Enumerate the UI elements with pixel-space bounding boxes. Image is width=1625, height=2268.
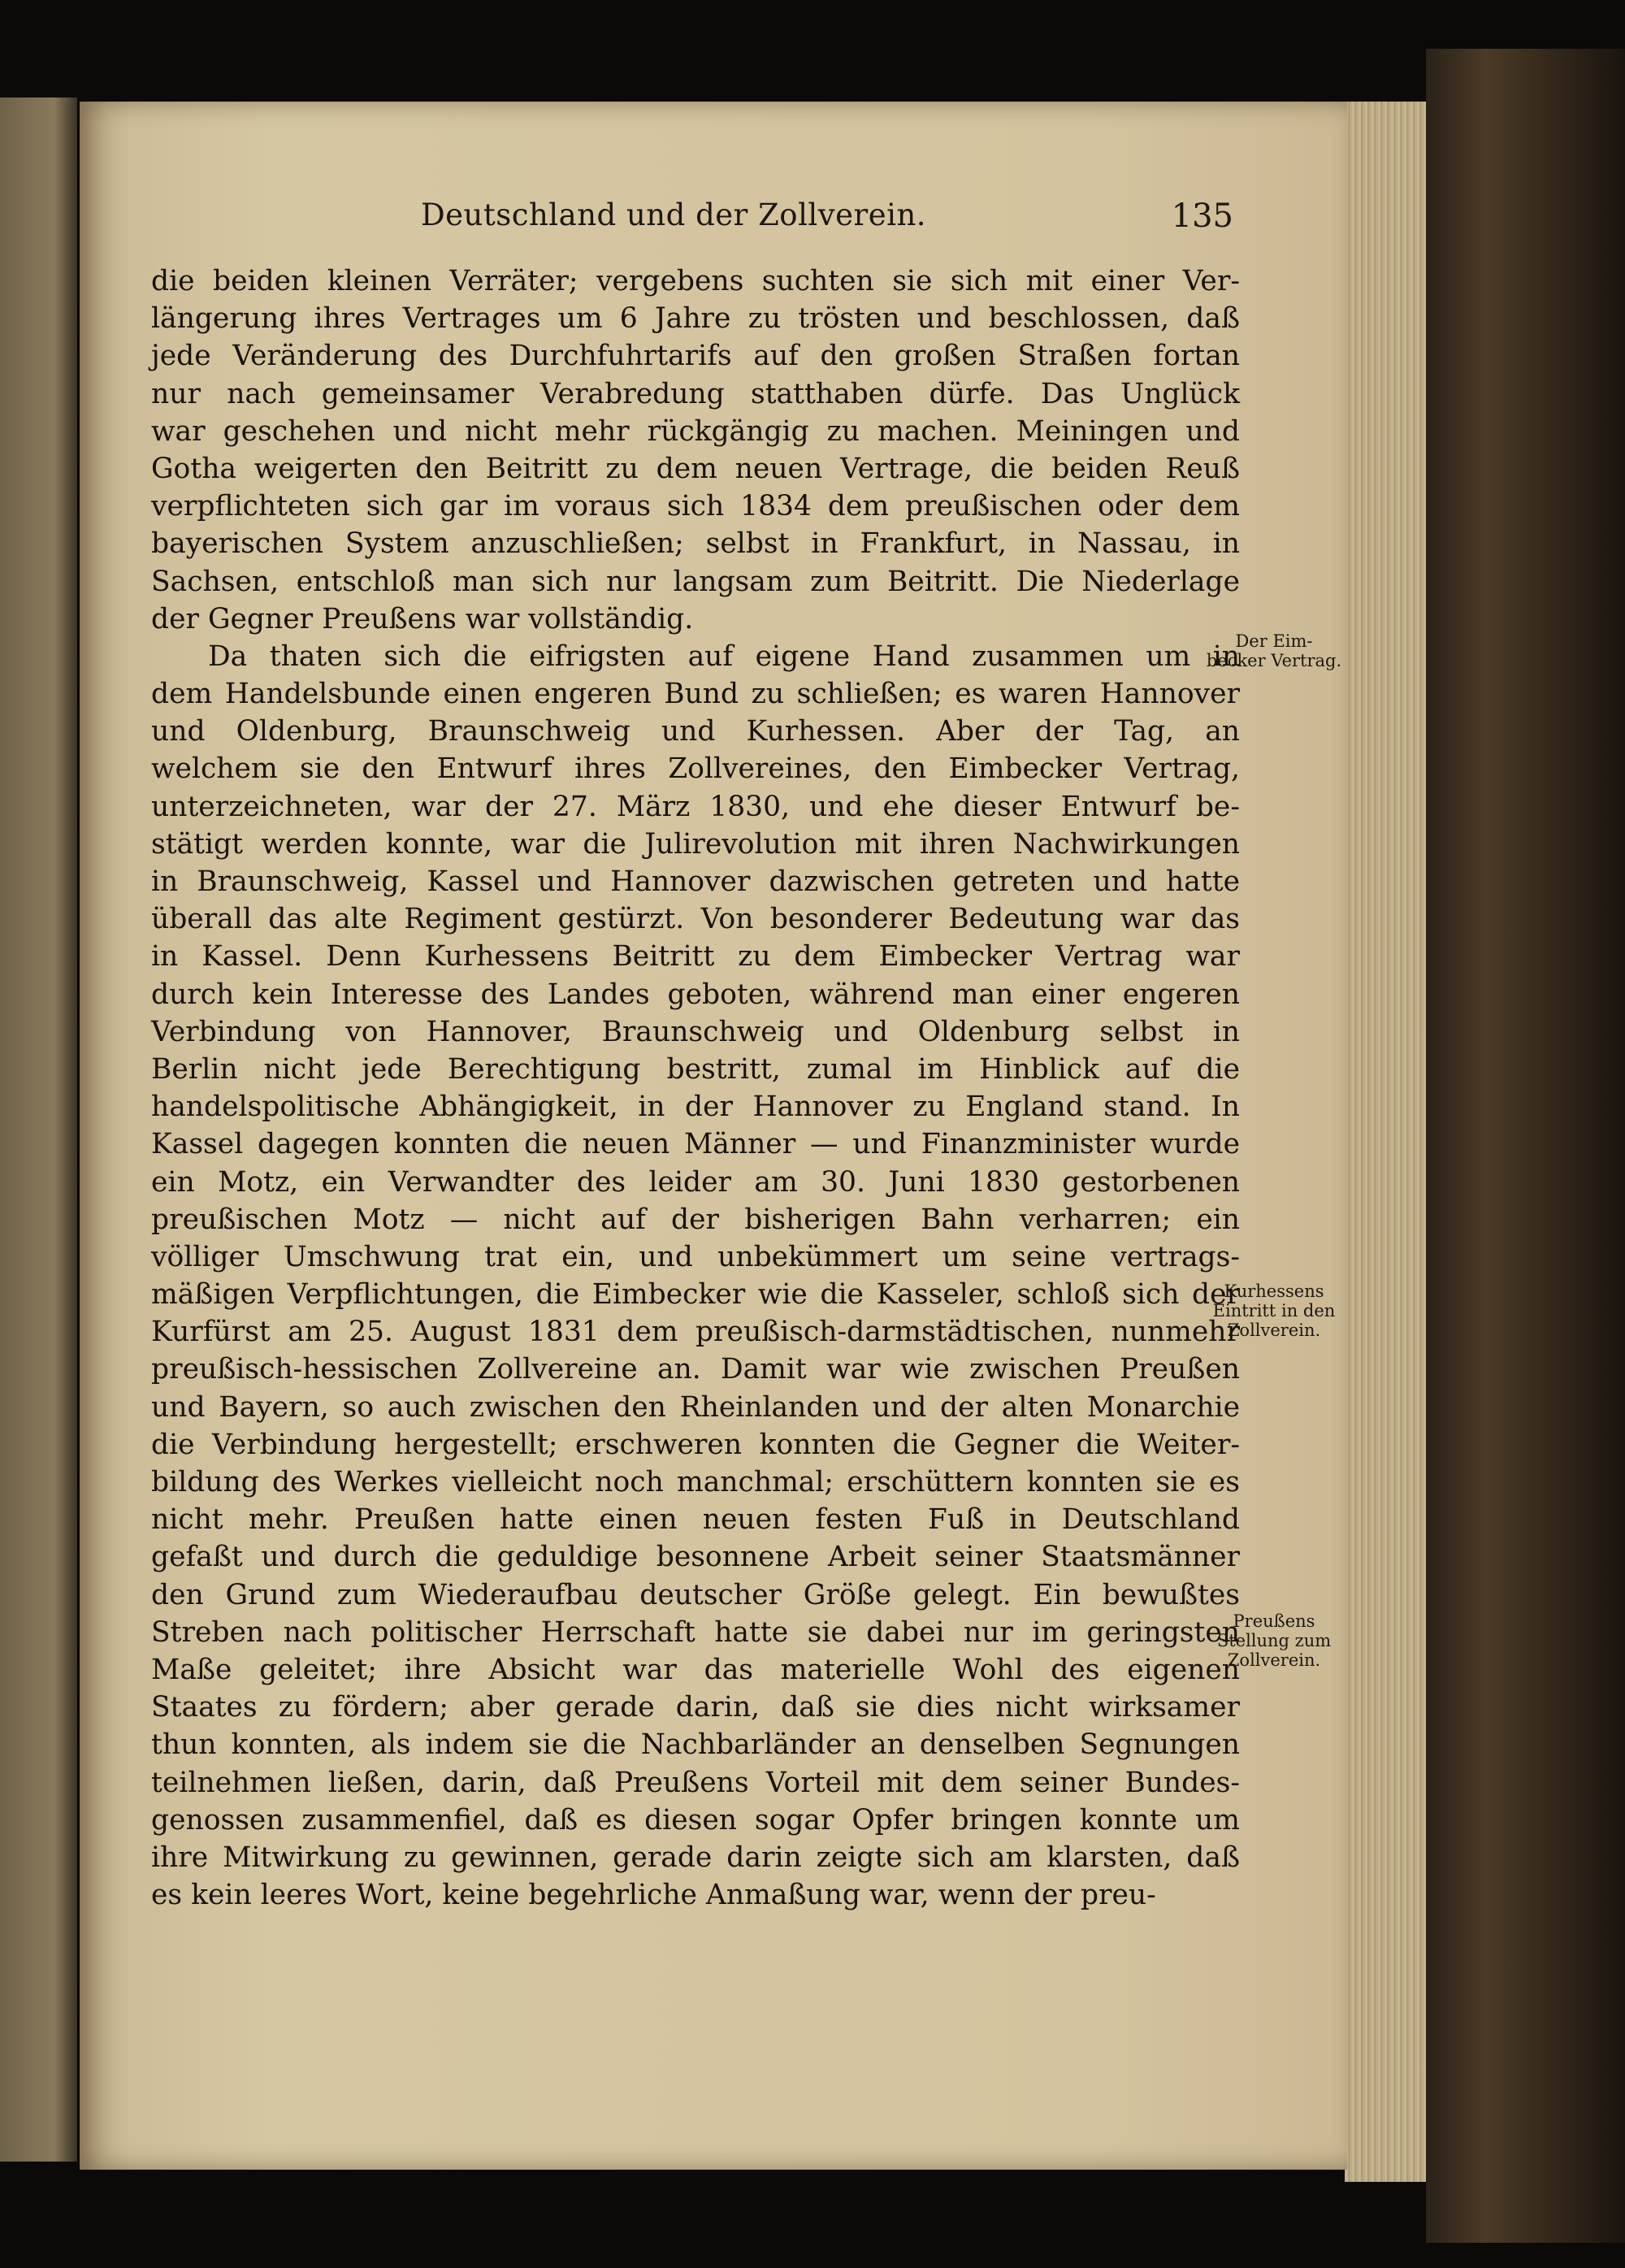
margin-note-preussens-stellung (1197, 1611, 1351, 1670)
text-line: unterzeichneten, war der 27. März 1830, und ehe dieser Entwurf be- (151, 790, 1240, 823)
text-line: war geschehen und nicht mehr rückgängig zu machen. Meiningen und (151, 414, 1240, 448)
text-line: gefaßt und durch die geduldige besonnene Arbeit seiner Staatsmänner (151, 1541, 1240, 1574)
text-line: preußisch-hessischen Zollvereine an. Damit war wie zwischen Preußen (151, 1353, 1240, 1386)
text-line: teilnehmen ließen, darin, daß Preußens Vorteil mit dem seiner Bundes- (151, 1766, 1240, 1799)
text-line: ein Motz, ein Verwandter des leider am 30. Juni 1830 gestorbenen (151, 1165, 1240, 1199)
text-line: völliger Umschwung trat ein, und unbekümmert um seine vertrags- (151, 1240, 1240, 1273)
text-line: preußischen Motz — nicht auf der bisherigen Bahn verharren; ein (151, 1203, 1240, 1236)
text-line: den Grund zum Wiederaufbau deutscher Größe gelegt. Ein bewußtes (151, 1578, 1240, 1611)
page-number: 135 (1171, 197, 1233, 235)
text-line: ihre Mitwirkung zu gewinnen, gerade darin zeigte sich am klarsten, daß (151, 1841, 1240, 1874)
running-title: Deutschland und der Zollverein. (421, 197, 927, 232)
margin-note-line: Stellung zum (1216, 1631, 1332, 1650)
margin-note-line: becker Vertrag. (1206, 651, 1342, 670)
text-line: und Bayern, so auch zwischen den Rheinlanden und der alten Monarchie (151, 1390, 1240, 1424)
text-line: welchem sie den Entwurf ihres Zollvereines, den Eimbecker Vertrag, (151, 752, 1240, 786)
margin-note-line: Zollverein. (1227, 1650, 1321, 1670)
text-line: Sachsen, entschloß man sich nur langsam zum Beitritt. Die Niederlage (151, 565, 1240, 598)
text-line: es kein leeres Wort, keine begehrliche Anmaßung war, wenn der preu- (151, 1879, 1156, 1912)
book-page (80, 102, 1347, 2170)
margin-note-line: Zollverein. (1227, 1320, 1321, 1340)
margin-note-line: Kurhessens (1224, 1281, 1324, 1301)
margin-note-kurhessens-eintritt (1197, 1281, 1351, 1340)
text-line: bayerischen System anzuschließen; selbst in Frankfurt, in Nassau, in (151, 527, 1240, 561)
text-line: überall das alte Regiment gestürzt. Von besonderer Bedeutung war das (151, 903, 1240, 936)
text-line: Streben nach politischer Herrschaft hatte sie dabei nur im geringsten (151, 1615, 1240, 1649)
text-line: bildung des Werkes vielleicht noch manchmal; erschüttern konnten sie es (151, 1466, 1240, 1498)
text-line: dem Handelsbunde einen engeren Bund zu schließen; es waren Hannover (151, 678, 1240, 711)
margin-note-line: Preußens (1233, 1611, 1315, 1631)
margin-note-eimbecker-vertrag (1197, 631, 1351, 670)
text-line: Da thaten sich die eifrigsten auf eigene Hand zusammen um in (208, 640, 1240, 673)
text-line: stätigt werden konnte, war die Julirevolution mit ihren Nachwirkungen (151, 827, 1240, 861)
text-line: Staates zu fördern; aber gerade darin, daß sie dies nicht wirksamer (151, 1691, 1240, 1724)
text-line: längerung ihres Vertrages um 6 Jahre zu trösten und beschlossen, daß (151, 302, 1240, 336)
text-line: Kurfürst am 25. August 1831 dem preußisch-darmstädtischen, nunmehr (151, 1316, 1240, 1349)
text-line: der Gegner Preußens war vollständig. (151, 602, 694, 635)
text-line: nur nach gemeinsamer Verabredung statthaben dürfe. Das Unglück (151, 377, 1240, 410)
book-cover-edge (1426, 49, 1625, 2243)
text-line: die Verbindung hergestellt; erschweren konnten die Gegner die Weiter- (151, 1428, 1240, 1461)
body-text (151, 262, 1240, 1914)
text-line: jede Veränderung des Durchfuhrtarifs auf den großen Straßen fortan (151, 340, 1240, 373)
text-line: Gotha weigerten den Beitritt zu dem neuen Vertrage, die beiden Reuß (151, 452, 1240, 485)
text-line: thun konnten, als indem sie die Nachbarländer an denselben Segnungen (151, 1728, 1240, 1762)
margin-note-line: Der Eim- (1235, 631, 1313, 651)
text-line: nicht mehr. Preußen hatte einen neuen festen Fuß in Deutschland (151, 1503, 1240, 1537)
margin-note-line: Eintritt in den (1212, 1301, 1336, 1320)
text-line: durch kein Interesse des Landes geboten, während man einer engeren (151, 978, 1240, 1011)
text-line: verpflichteten sich gar im voraus sich 1834 dem preußischen oder dem (151, 490, 1240, 523)
page-header (421, 197, 1233, 246)
text-line: Maße geleitet; ihre Absicht war das materielle Wohl des eigenen (151, 1653, 1240, 1686)
text-line: Verbindung von Hannover, Braunschweig und Oldenburg selbst in (151, 1015, 1240, 1048)
text-line: mäßigen Verpflichtungen, die Eimbecker wie die Kasseler, schloß sich der (151, 1278, 1240, 1312)
text-line: handelspolitische Abhängigkeit, in der Hannover zu England stand. In (151, 1091, 1240, 1124)
text-line: in Kassel. Denn Kurhessens Beitritt zu dem Eimbecker Vertrag war (151, 940, 1240, 974)
page-stack-edge (1345, 102, 1426, 2182)
text-line: die beiden kleinen Verräter; vergebens suchten sie sich mit einer Ver- (151, 265, 1240, 297)
text-line: Kassel dagegen konnten die neuen Männer — und Finanzminister wurde (151, 1128, 1240, 1161)
facing-page-edge (0, 98, 77, 2162)
text-line: und Oldenburg, Braunschweig und Kurhessen. Aber der Tag, an (151, 715, 1240, 748)
text-line: genossen zusammenfiel, daß es diesen sogar Opfer bringen konnte um (151, 1803, 1240, 1837)
text-line: in Braunschweig, Kassel und Hannover dazwischen getreten und hatte (151, 865, 1240, 898)
text-line: Berlin nicht jede Berechtigung bestritt, zumal im Hinblick auf die (151, 1052, 1240, 1086)
